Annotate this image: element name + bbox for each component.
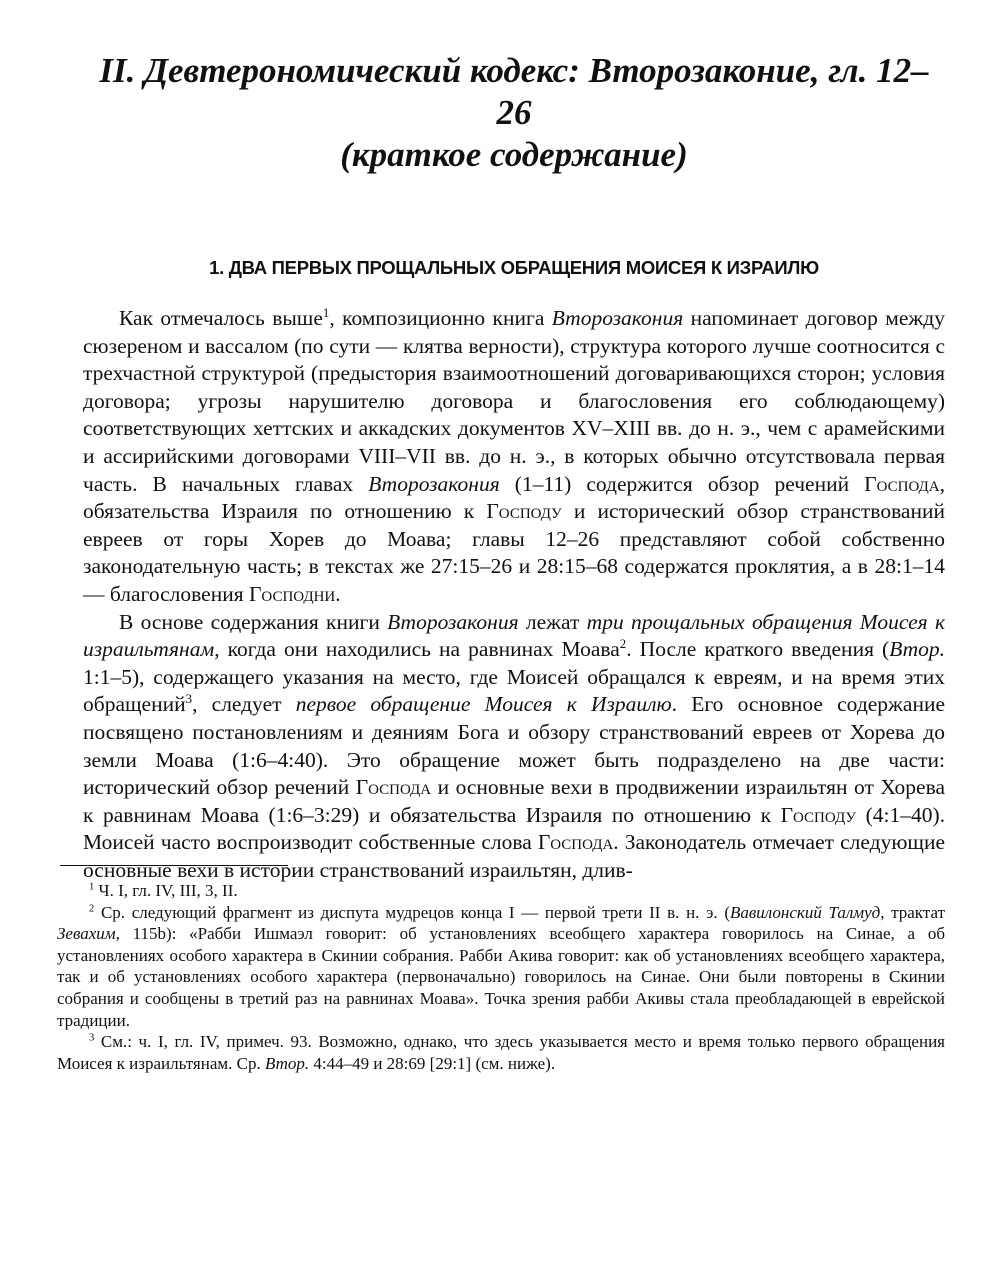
body-text: [83, 305, 945, 884]
footnote-mark-2: 2: [89, 902, 95, 914]
footnote-3: $^3$ См.: ч. I, гл. IV, примеч. 93. Возможно, однако, что здесь указывается место и время только первого обращения Моисея к израильтянам. Ср. Втор. 4:44–49 и 28:69 [29:1] (см. ниже).: [57, 1032, 945, 1073]
footnotes: [57, 880, 945, 1074]
footnote-ref-2[interactable]: 2: [619, 636, 627, 651]
footnote-mark-1: 1: [89, 881, 95, 893]
footnote-2: $^2$ Ср. следующий фрагмент из диспута мудрецов конца I — первой трети II в. н. э. (Вавилонский Талмуд, трактат Зевахим, 115b): «Рабби Ишмаэл говорит: об установлениях всеобщего характера говорилось на Синае, а об установлениях особого характера в Скинии собрания. Рабби Акива говорит: как об установлениях всеобщего характера, так и об установлениях особого характера (первоначально) говорилось на Синае. Они были повторены в Скинии собрания и сообщены в третий раз на равнинах Моава». Точка зрения рабби Акивы стала преобладающей в еврейской традиции.: [57, 902, 946, 1030]
paragraph-1: Как отмечалось выше$^1$, композиционно книга Второзакония напоминает договор между сюзереном и вассалом (по сути — клятва верности), структура которого лучше соотносится с трехчастной структурой (предыстория взаимоотношений договаривающихся сторон; условия договора; угрозы нарушителю договора и благословения его соблюдающему) соответствующих хеттских и аккадских документов XV–XIII вв. до н. э., чем с арамейскими и ассирийскими договорами VIII–VII вв. до н. э., в которых обычно отсутствовала первая часть. В начальных главах Второзакония (1–11) содержится обзор речений Господа, обязательства Израиля по отношению к Господу и исторический обзор странствований евреев от горы Хорев до Моава; главы 12–26 представляют собой собственно законодательную часть; в текстах же 27:15–26 и 28:15–68 содержатся проклятия, а в 28:1–14 — благословения Господни.: [83, 305, 945, 606]
page: [83, 0, 945, 884]
paragraph-2: В основе содержания книги Второзакония лежат три прощальных обращения Моисея к израильтянам, когда они находились на равнинах Моава$^2$. После краткого введения (Втор. 1:1–5), содержащего указания на место, где Моисей обращался к евреям, и на время этих обращений$^3$, следует первое обращение Моисея к Израилю. Его основное содержание посвящено постановлениям и деяниям Бога и обзору странствований евреев от Хорева до земли Моава (1:6–4:40). Это обращение может быть подразделено на две части: исторический обзор речений Господа и основные вехи в продвижении израильтян от Хорева к равнинам Моава (1:6–3:29) и обязательства Израиля по отношению к Господу (4:1–40). Моисей часто воспроизводит собственные слова Господа. Законодатель отмечает следующие основные вехи в истории странствований израильтян, длив-: [83, 609, 946, 882]
section-heading: 1. ДВА ПЕРВЫХ ПРОЩАЛЬНЫХ ОБРАЩЕНИЯ МОИСЕЯ К ИЗРАИЛЮ: [209, 257, 819, 278]
chapter-title-line-2: (краткое содержание): [340, 135, 688, 174]
footnote-1: $^1$ Ч. I, гл. IV, III, 3, II.: [89, 881, 238, 900]
footnote-ref-3[interactable]: 3: [185, 692, 193, 707]
chapter-title: [83, 50, 945, 176]
chapter-title-line-1: II. Девтерономический кодекс: Второзаконие, гл. 12–26: [99, 51, 929, 132]
footnote-mark-3: 3: [89, 1032, 95, 1044]
footnote-divider: [60, 865, 288, 866]
footnote-ref-1[interactable]: 1: [322, 305, 330, 320]
